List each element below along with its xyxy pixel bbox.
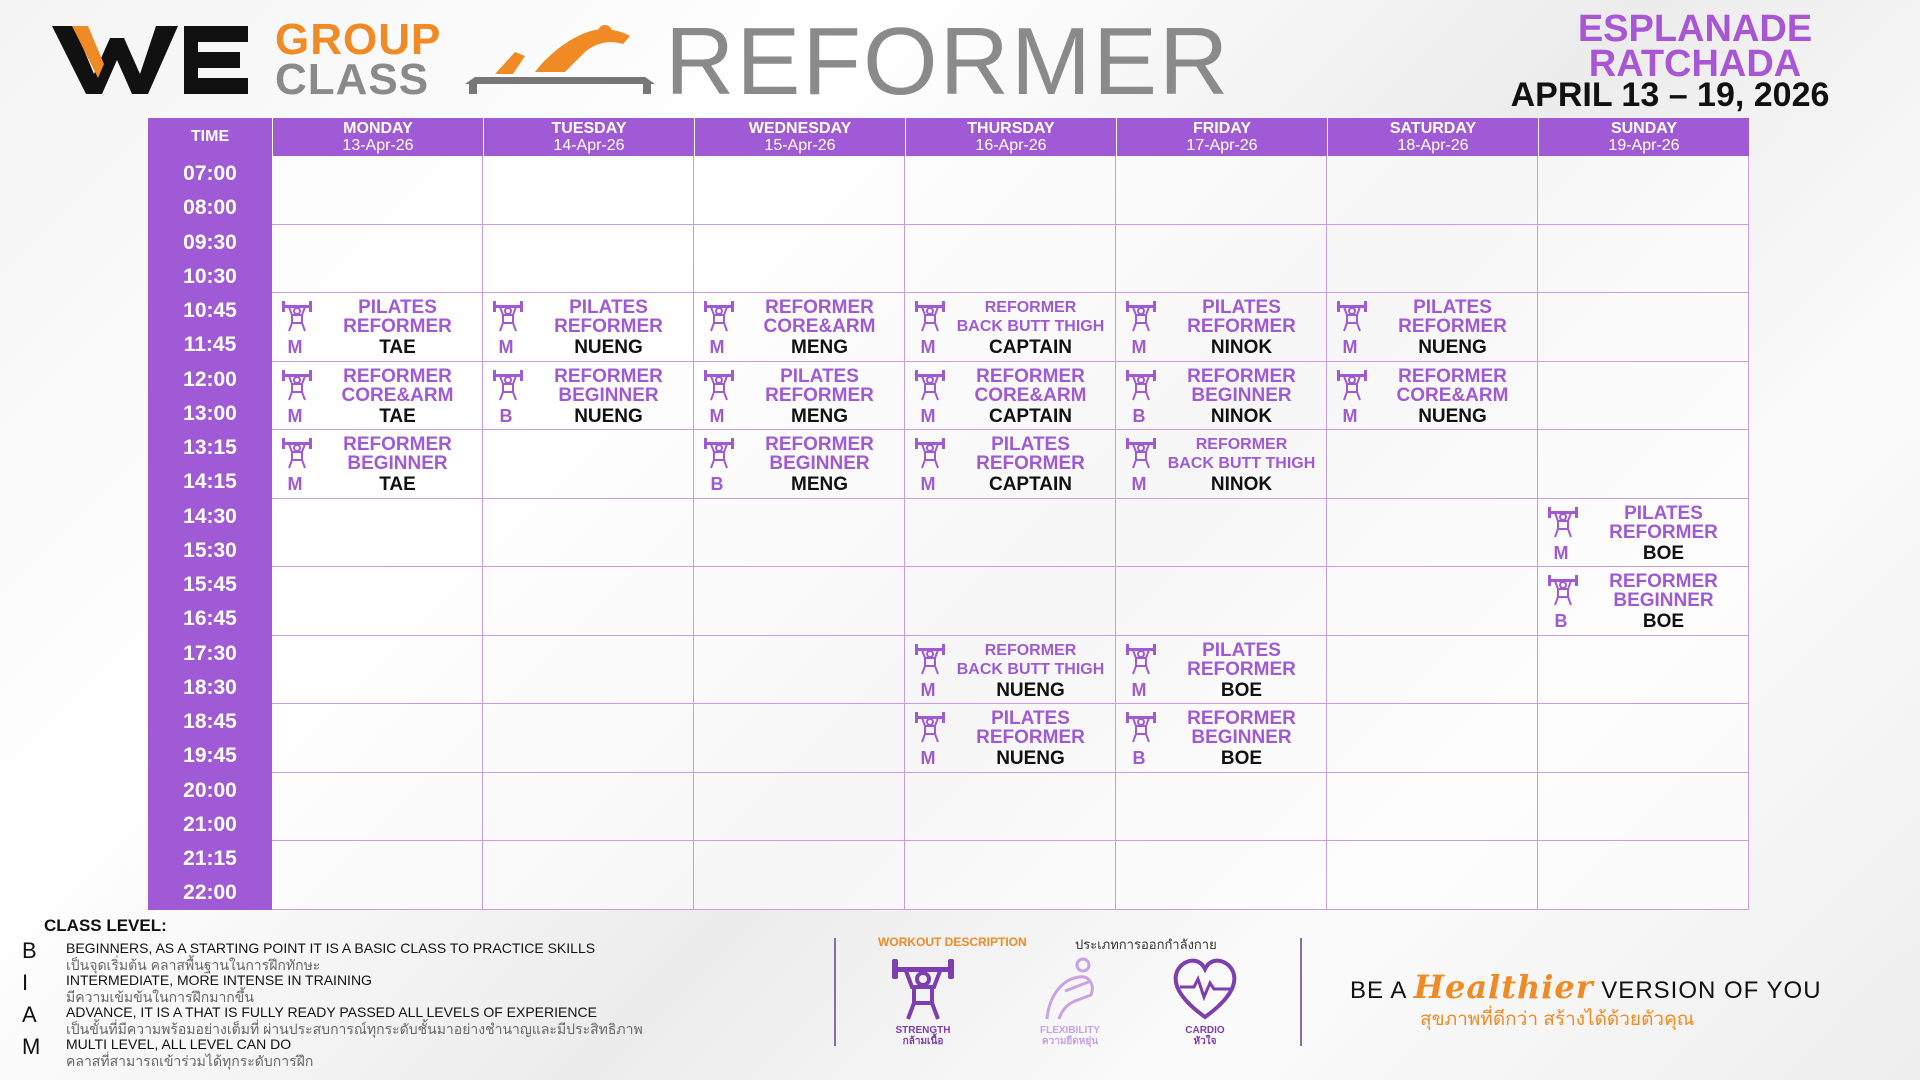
day-header-friday	[1117, 118, 1327, 156]
schedule-cell	[1116, 567, 1327, 636]
header	[0, 0, 1920, 118]
day-name: WEDNESDAY	[748, 120, 852, 137]
class-name-line1: REFORMER	[1187, 365, 1296, 387]
schedule-cell	[1538, 636, 1749, 705]
class-level-title: CLASS LEVEL:	[44, 916, 167, 935]
class-name-line2: BEGINNER	[558, 384, 659, 406]
schedule-cell	[483, 156, 694, 225]
time-label: 09:30	[183, 230, 237, 254]
class-level: M	[287, 337, 303, 357]
class-name-line2: CORE&ARM	[763, 316, 876, 337]
time-label: 18:30	[183, 675, 237, 699]
schedule-cell	[1327, 225, 1538, 294]
strength-icon	[913, 299, 947, 333]
time-label: 11:45	[183, 333, 237, 357]
level-description: BEGINNERS, AS A STARTING POINT IT IS A BASIC CLASS TO PRACTICE SKILLS	[66, 940, 596, 956]
strength-icon	[1124, 710, 1158, 744]
location-line2: RATCHADA	[1588, 43, 1802, 85]
instructor-name: NUENG	[1418, 337, 1487, 358]
class-level: B	[710, 474, 724, 494]
instructor-name: CAPTAIN	[988, 405, 1073, 427]
class-name-line1: REFORMER	[765, 434, 874, 455]
schedule-cell	[1538, 362, 1749, 431]
class-name-line2: REFORMER	[554, 316, 663, 337]
class-name-line2: REFORMER	[1187, 316, 1296, 337]
class-name-line2: BEGINNER	[1191, 727, 1292, 748]
day-header-wednesday	[695, 118, 905, 156]
schedule-cell	[694, 567, 905, 636]
level-description: MULTI LEVEL, ALL LEVEL CAN DO	[66, 1036, 292, 1052]
slogan-highlight: Healthier	[1413, 968, 1594, 1006]
class-name-line1: PILATES	[1202, 639, 1281, 661]
class-level: M	[1131, 337, 1147, 357]
time-label: 08:00	[183, 196, 237, 220]
schedule-cell	[1327, 430, 1538, 499]
time-label: 15:45	[183, 573, 237, 596]
cardio-label-th: หัวใจ	[1193, 1036, 1217, 1047]
flexibility-icon	[1035, 955, 1105, 1025]
schedule-cell	[1327, 841, 1538, 910]
day-date: 17-Apr-26	[1186, 137, 1258, 154]
class-level: M	[287, 474, 303, 494]
class-level: M	[920, 679, 936, 700]
instructor-name: TAE	[379, 405, 416, 427]
strength-icon	[280, 299, 314, 333]
class-level: M	[1553, 542, 1569, 563]
date-range: APRIL 13 – 19, 2026	[1510, 76, 1830, 114]
schedule-cell	[1327, 704, 1538, 773]
time-label: 14:30	[183, 504, 237, 528]
strength-icon	[702, 436, 736, 470]
class-level: M	[920, 474, 936, 494]
brand-group-text: GROUP	[275, 15, 442, 64]
location-line1: ESPLANADE	[1577, 8, 1813, 50]
class-entry[interactable]	[905, 430, 1116, 498]
class-entry[interactable]	[1116, 430, 1327, 498]
time-label: 21:00	[183, 812, 237, 836]
instructor-name: MENG	[791, 474, 848, 495]
instructor-name: BOE	[1642, 542, 1685, 564]
class-entry[interactable]	[1116, 704, 1327, 772]
schedule-cell	[483, 430, 694, 499]
schedule-cell	[905, 841, 1116, 910]
schedule-cell	[1116, 773, 1327, 842]
level-description-th: เป็นขั้นที่มีความพร้อมอย่างเต็มที่ ผ่านประสบการณ์ทุกระดับชั้นมาอย่างชำนาญและมีประสิทธิภาพ	[66, 1021, 643, 1037]
level-description-th: คลาสที่สามารถเข้าร่วมได้ทุกระดับการฝึก	[66, 1053, 314, 1069]
we-logo	[52, 24, 252, 96]
schedule-cell	[1116, 156, 1327, 225]
instructor-name: NUENG	[1418, 405, 1487, 427]
schedule-cell	[483, 773, 694, 842]
day-name: THURSDAY	[967, 120, 1055, 137]
schedule-cell	[483, 499, 694, 568]
class-level: B	[1132, 748, 1146, 768]
instructor-name: MENG	[791, 405, 848, 427]
time-label: 18:45	[183, 710, 237, 733]
time-label: 07:00	[183, 162, 237, 185]
class-entry[interactable]	[1327, 293, 1538, 361]
level-description: INTERMEDIATE, MORE INTENSE IN TRAINING	[66, 972, 372, 988]
cardio-icon	[1170, 955, 1240, 1025]
class-entry[interactable]	[272, 362, 483, 430]
workout-description-title: WORKOUT DESCRIPTION	[878, 935, 1027, 949]
schedule-grid	[148, 118, 1750, 910]
class-name-line1: PILATES	[569, 297, 648, 318]
schedule-cell	[694, 704, 905, 773]
schedule-cell	[272, 773, 483, 842]
schedule-cell	[483, 567, 694, 636]
instructor-name: MENG	[791, 337, 848, 358]
class-name-line1: PILATES	[1624, 502, 1703, 524]
class-name-line1: REFORMER	[984, 299, 1077, 316]
divider	[834, 938, 836, 1046]
day-date: 18-Apr-26	[1397, 137, 1469, 154]
class-entry[interactable]	[1116, 362, 1327, 430]
time-header: TIME	[190, 128, 230, 145]
class-entry[interactable]	[272, 293, 483, 361]
time-label: 19:45	[183, 744, 237, 768]
schedule-cell	[483, 704, 694, 773]
schedule-cell	[272, 499, 483, 568]
schedule-cell	[1538, 430, 1749, 499]
schedule-cell	[1116, 499, 1327, 568]
day-header-monday	[273, 118, 483, 156]
level-letter: A	[22, 1002, 37, 1027]
day-date: 14-Apr-26	[553, 137, 625, 154]
class-level: M	[709, 405, 725, 426]
strength-label: STRENGTH	[895, 1025, 951, 1036]
schedule-cell	[272, 567, 483, 636]
strength-icon	[1124, 436, 1158, 470]
schedule-cell	[483, 225, 694, 294]
day-name: FRIDAY	[1192, 120, 1252, 137]
class-name-line1: REFORMER	[343, 434, 452, 455]
instructor-name: CAPTAIN	[988, 474, 1073, 495]
schedule-cell	[905, 225, 1116, 294]
class-level: M	[287, 405, 303, 426]
strength-icon	[280, 436, 314, 470]
strength-icon	[702, 368, 736, 402]
level-letter: I	[22, 970, 29, 995]
slogan-post: VERSION OF YOU	[1601, 977, 1822, 1004]
day-header-tuesday	[484, 118, 694, 156]
schedule-cell	[694, 773, 905, 842]
schedule-cell	[1538, 773, 1749, 842]
brand-reformer-text: REFORMER	[665, 8, 1231, 115]
class-level: B	[1132, 405, 1146, 426]
level-letter: B	[22, 938, 37, 963]
strength-label-th: กล้ามเนื้อ	[902, 1036, 944, 1047]
strength-icon	[1335, 368, 1369, 402]
instructor-name: NINOK	[1210, 337, 1273, 358]
brand-class-text: CLASS	[275, 55, 430, 104]
level-description-th: มีความเข้มข้นในการฝึกมากขึ้น	[66, 989, 254, 1005]
schedule-cell	[694, 156, 905, 225]
slogan-pre: BE A	[1350, 977, 1407, 1004]
day-header-thursday	[906, 118, 1116, 156]
instructor-name: NUENG	[996, 748, 1065, 769]
slogan-thai: สุขภาพที่ดีกว่า สร้างได้ด้วยตัวคุณ	[1420, 1009, 1695, 1030]
time-label: 13:00	[183, 401, 237, 425]
instructor-name: BOE	[1220, 679, 1263, 701]
time-label: 16:45	[183, 607, 237, 631]
schedule-cell	[1538, 293, 1749, 362]
class-name-line2: BACK BUTT THIGH	[1167, 455, 1316, 472]
time-label: 17:30	[183, 641, 237, 665]
class-entry[interactable]	[905, 362, 1116, 430]
schedule-cell	[1327, 567, 1538, 636]
class-name-line2: BEGINNER	[347, 453, 448, 474]
class-name-line1: REFORMER	[984, 641, 1077, 659]
class-name-line2: BACK BUTT THIGH	[956, 318, 1105, 335]
schedule-cell	[905, 567, 1116, 636]
schedule-cell	[694, 225, 905, 294]
level-letter: M	[22, 1034, 41, 1059]
strength-icon	[888, 955, 958, 1025]
slogan	[1350, 968, 1822, 1006]
class-entry[interactable]	[694, 362, 905, 430]
class-level: M	[1342, 405, 1358, 426]
class-name-line1: REFORMER	[554, 365, 663, 387]
class-name-line1: REFORMER	[1195, 436, 1288, 453]
class-level: M	[1131, 679, 1147, 700]
time-label: 22:00	[183, 881, 237, 905]
class-entry[interactable]	[905, 293, 1116, 361]
class-name-line2: CORE&ARM	[1396, 384, 1509, 406]
time-label: 13:15	[183, 436, 237, 459]
strength-icon	[1124, 642, 1158, 676]
strength-icon	[1546, 573, 1580, 607]
day-name: MONDAY	[343, 120, 413, 137]
class-entry[interactable]	[483, 293, 694, 361]
class-name-line2: REFORMER	[1187, 658, 1296, 680]
schedule-cell	[272, 636, 483, 705]
schedule-cell	[1116, 841, 1327, 910]
class-entry[interactable]	[1116, 293, 1327, 361]
time-label: 21:15	[183, 847, 237, 870]
schedule-cell	[1116, 225, 1327, 294]
schedule-cell	[483, 636, 694, 705]
class-name-line2: REFORMER	[765, 384, 874, 406]
class-name-line1: REFORMER	[1398, 365, 1507, 387]
day-date: 16-Apr-26	[975, 137, 1047, 154]
schedule-cell	[1327, 499, 1538, 568]
class-entry[interactable]	[1116, 636, 1327, 704]
schedule-cell	[272, 156, 483, 225]
class-name-line1: PILATES	[1413, 297, 1492, 318]
strength-icon	[1335, 299, 1369, 333]
class-entry[interactable]	[694, 430, 905, 498]
schedule-cell	[1327, 156, 1538, 225]
class-level: M	[920, 748, 936, 768]
schedule-cell	[694, 636, 905, 705]
day-date: 19-Apr-26	[1608, 137, 1680, 154]
class-name-line1: PILATES	[991, 434, 1070, 455]
schedule-cell	[272, 704, 483, 773]
class-name-line2: REFORMER	[976, 453, 1085, 474]
class-entry[interactable]	[1538, 499, 1749, 567]
instructor-name: NINOK	[1210, 474, 1273, 495]
strength-icon	[1124, 299, 1158, 333]
strength-icon	[1124, 368, 1158, 402]
class-name-line2: BEGINNER	[769, 453, 870, 474]
instructor-name: NUENG	[574, 405, 643, 427]
class-name-line2: REFORMER	[976, 727, 1085, 748]
instructor-name: TAE	[379, 474, 416, 495]
reformer-machine-icon	[455, 22, 665, 97]
time-label: 15:30	[183, 538, 237, 562]
schedule-cell	[1327, 636, 1538, 705]
instructor-name: BOE	[1642, 611, 1685, 632]
class-entry[interactable]	[272, 430, 483, 498]
class-name-line1: REFORMER	[1609, 571, 1718, 592]
day-header-sunday	[1539, 118, 1749, 156]
class-level: B	[499, 405, 513, 426]
class-level: B	[1554, 611, 1568, 631]
class-level: M	[709, 337, 725, 357]
cardio-label: CARDIO	[1185, 1025, 1225, 1036]
class-name-line2: REFORMER	[343, 316, 452, 337]
instructor-name: CAPTAIN	[988, 337, 1073, 358]
strength-icon	[913, 642, 947, 676]
class-name-line1: PILATES	[1202, 297, 1281, 318]
class-name-line2: REFORMER	[1398, 316, 1507, 337]
instructor-name: NUENG	[996, 679, 1065, 701]
class-name-line1: REFORMER	[765, 297, 874, 318]
class-name-line1: PILATES	[358, 297, 437, 318]
strength-icon	[913, 436, 947, 470]
schedule-cell	[272, 225, 483, 294]
time-label: 10:45	[183, 299, 237, 322]
strength-icon	[702, 299, 736, 333]
class-name-line2: BEGINNER	[1191, 384, 1292, 406]
time-label: 14:15	[183, 470, 237, 494]
time-label: 12:00	[183, 367, 237, 391]
class-entry[interactable]	[694, 293, 905, 361]
time-label: 20:00	[183, 778, 237, 802]
class-entry[interactable]	[1538, 567, 1749, 635]
day-name: TUESDAY	[551, 120, 627, 137]
instructor-name: NINOK	[1210, 405, 1273, 427]
class-name-line1: PILATES	[780, 365, 859, 387]
class-entry[interactable]	[483, 362, 694, 430]
schedule-cell	[1538, 156, 1749, 225]
schedule-cell	[694, 499, 905, 568]
schedule-cell	[905, 156, 1116, 225]
day-name: SUNDAY	[1610, 120, 1678, 137]
strength-icon	[1546, 505, 1580, 539]
class-level: M	[920, 337, 936, 357]
level-description: ADVANCE, IT IS A THAT IS FULLY READY PASSED ALL LEVELS OF EXPERIENCE	[66, 1004, 597, 1020]
schedule-cell	[905, 499, 1116, 568]
flexibility-label-th: ความยืดหยุ่น	[1041, 1036, 1099, 1047]
day-header-saturday	[1328, 118, 1538, 156]
strength-icon	[491, 368, 525, 402]
schedule-cell	[272, 841, 483, 910]
schedule-cell	[483, 841, 694, 910]
class-name-line1: REFORMER	[1187, 708, 1296, 729]
strength-icon	[913, 710, 947, 744]
class-name-line2: REFORMER	[1609, 521, 1718, 543]
schedule-cell	[1538, 841, 1749, 910]
strength-icon	[491, 299, 525, 333]
class-name-line2: CORE&ARM	[974, 384, 1087, 406]
day-date: 15-Apr-26	[764, 137, 836, 154]
class-level: M	[498, 337, 514, 357]
class-entry[interactable]	[905, 704, 1116, 772]
class-level: M	[1342, 337, 1358, 357]
instructor-name: BOE	[1220, 748, 1263, 769]
schedule-cell	[1327, 773, 1538, 842]
schedule-cell	[1538, 225, 1749, 294]
strength-icon	[280, 368, 314, 402]
level-description-th: เป็นจุดเริ่มต้น คลาสพื้นฐานในการฝึกทักษะ	[66, 957, 321, 973]
class-entry[interactable]	[905, 636, 1116, 704]
time-label: 10:30	[183, 264, 237, 288]
day-date: 13-Apr-26	[342, 137, 414, 154]
schedule-cell	[1538, 704, 1749, 773]
class-name-line1: REFORMER	[343, 365, 452, 387]
class-name-line2: BEGINNER	[1613, 590, 1714, 611]
class-entry[interactable]	[1327, 362, 1538, 430]
day-name: SATURDAY	[1389, 120, 1477, 137]
class-name-line1: REFORMER	[976, 365, 1085, 387]
strength-icon	[913, 368, 947, 402]
class-name-line1: PILATES	[991, 708, 1070, 729]
schedule-cell	[694, 841, 905, 910]
divider	[1300, 938, 1302, 1046]
class-level: M	[920, 405, 936, 426]
schedule-cell	[905, 773, 1116, 842]
class-level: M	[1131, 474, 1147, 494]
flexibility-label: FLEXIBILITY	[1040, 1025, 1100, 1036]
class-name-line2: BACK BUTT THIGH	[956, 660, 1105, 678]
instructor-name: TAE	[379, 337, 416, 358]
class-name-line2: CORE&ARM	[341, 384, 454, 406]
instructor-name: NUENG	[574, 337, 643, 358]
workout-description-title-th: ประเภทการออกกำลังกาย	[1075, 937, 1217, 952]
